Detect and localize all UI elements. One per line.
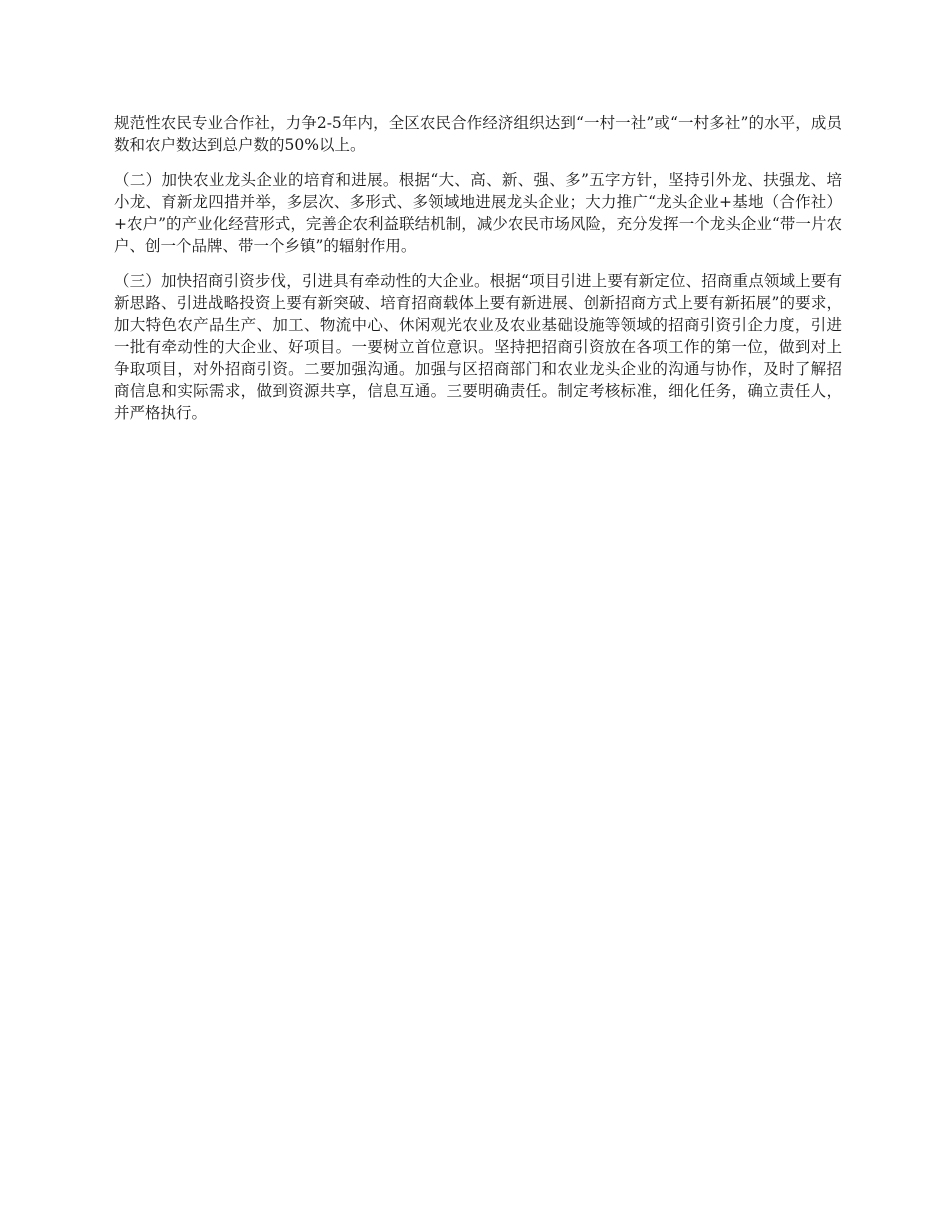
paragraph-investment-attraction: （三）加快招商引资步伐，引进具有牵动性的大企业。根据“项目引进上要有新定位、招商重点领域上要有新思路、引进战略投资上要有新突破、培育招商载体上要有新进展、创新招商方式上要有新拓展”的要求，加大特色农产品生产、加工、物流中心、休闲观光农业及农业基础设施等领域的招商引资引企力度，引进一批有牵动性的大企业、好项目。一要树立首位意识。坚持把招商引资放在各项工作的第一位，做到对上争取项目，对外招商引资。二要加强沟通。加强与区招商部门和农业龙头企业的沟通与协作，及时了解招商信息和实际需求，做到资源共享，信息互通。三要明确责任。制定考核标准，细化任务，确立责任人，并严格执行。: [114, 272, 842, 422]
paragraph-leading-enterprises: （二）加快农业龙头企业的培育和进展。根据“大、高、新、强、多”五字方针，坚持引外龙、扶强龙、培小龙、育新龙四措并举，多层次、多形式、多领域地进展龙头企业；大力推广“龙头企业+基地（合作社）+农户”的产业化经营形式，完善企农利益联结机制，减少农民市场风险，充分发挥一个龙头企业“带一片农户、创一个品牌、带一个乡镇”的辐射作用。: [114, 171, 842, 255]
paragraph-cooperatives: 规范性农民专业合作社，力争2-5年内，全区农民合作经济组织达到“一村一社”或“一村多社”的水平，成员数和农户数达到总户数的50%以上。: [114, 114, 842, 154]
document-body: [114, 112, 842, 437]
